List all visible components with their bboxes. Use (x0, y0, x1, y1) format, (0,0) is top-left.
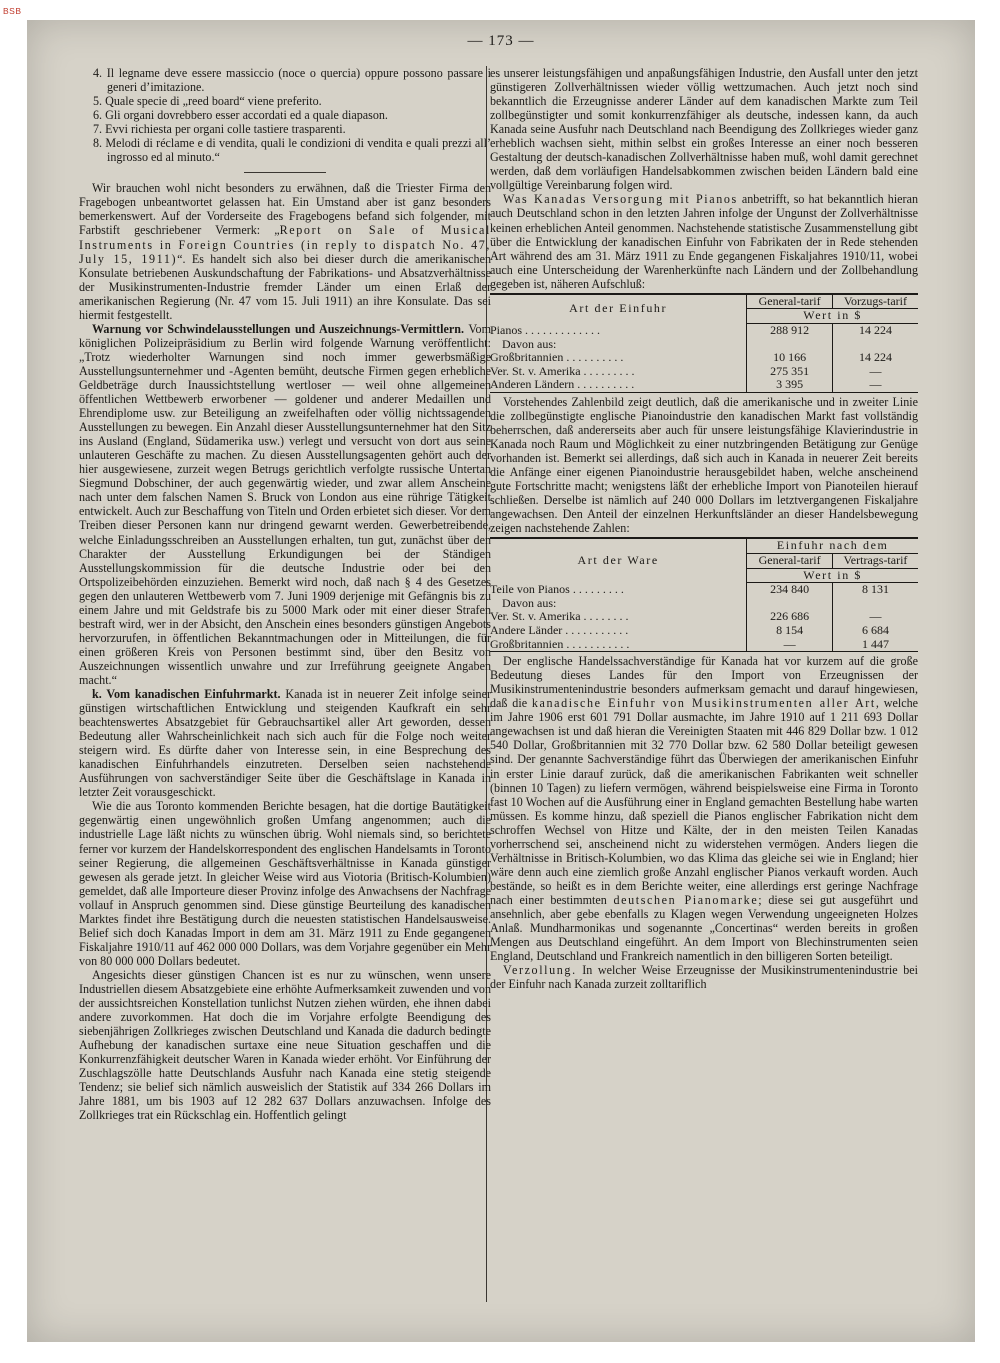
piano-parts-table (490, 537, 918, 652)
table-header: Vertrags-tarif (832, 553, 918, 568)
page-number: — 173 — (467, 33, 535, 49)
table-row: Großbritannien . . . . . . . . . . . — 1 447 (490, 638, 918, 652)
paragraph: Der englische Handelssachverständige für Kanada hat vor kurzem auf die große Bedeutung dieses Landes für den Import von Erzeugnissen der Musikinstrumentenindustrie besonders aufmerksam gemacht und darauf hingewiesen, daß die kanadische Einfuhr von Musikinstrumenten aller Art, welche im Jahre 1906 erst 601 791 Dollar ausmachte, im Jahre 1910 auf 1 211 693 Dollar angewachsen ist und daß hieran die Vereinigten Staaten mit 446 829 Dollar bzw. 1 012 540 Dollar, Großbritannien mit 32 770 Dollar bzw. 62 580 Dollar beteiligt gewesen sind. Der genannte Sachverständige führt das Überwiegen der amerikanischen Einfuhr in erster Linie darauf zurück, daß die amerikanischen Fabrikanten weit schneller (binnen 10 Tagen) zu liefern vermögen, während beispielsweise eine Firma in Toronto fast 10 Wochen auf die Ausführung einer in England gemachten Bestellung habe warten müssen. Es komme hinzu, daß speziell die Pianos englischer Fabrikation nicht dem schroffen Wechsel von Hitze und Kälte, der in den meisten Teilen Kanadas vorherrschend sei, anscheinend nicht zu widerstehen vermögen. Anders liegen die Verhältnisse in Britisch-Kolumbien, wo das Klima das gleiche sei wie in England; hier wäre denn auch eine ziemlich große Anzahl englischer Pianos verkauft worden. Auch bestände, so heißt es in dem Berichte weiter, eine allerdings erst geringe Nachfrage nach einer bestimmten deutschen Pianomarke; diese sei gut ausgeführt und ansehnlich, aber gebe ebenfalls zu Klagen wegen Verwendung ungeeigneten Holzes Anlaß. Mundharmonikas und sogenannte „Concertinas“ werden bereits in großen Mengen aus Deutschland eingeführt. An dem Import von Blechinstrumenten seien England, Deutschland und Frankreich namentlich in den billigeren Sorten beteiligt. (490, 654, 918, 964)
table-row: Davon aus: (490, 597, 918, 611)
table-header-label: Art der Einfuhr (490, 294, 747, 324)
table-row: Andere Länder . . . . . . . . . . . 8 154 6 684 (490, 624, 918, 638)
right-column (490, 66, 918, 991)
table-header: Vorzugs-tarif (832, 294, 918, 309)
table-row: Teile von Pianos . . . . . . . . . 234 840 8 131 (490, 583, 918, 597)
list-item: 4. Il legname deve essere massiccio (noce o quercia) oppure possono passare i generi d’imitazione. (93, 66, 491, 95)
paragraph: Angesichts dieser günstigen Chancen ist es nur zu wünschen, wenn unsere Industriellen diesem Absatzgebiete eine erhöhte Aufmerksamkeit zuwenden und von der aussichtsreichen Konstellation tunlichst Nutzen ziehen würden, ehe ihnen dabei andere zuvorkommen. Hat doch die im Vorjahre erfolgte Beendigung des siebenjährigen Zollkrieges zwischen Deutschland und Kanada die dadurch bedingte Aufhebung der kanadischen surtaxe eine neue Situation geschaffen und die Konkurrenzfähigkeit deutscher Waren in Kanada wieder erhöht. Vor Einführung der Zuschlagszölle hatte Deutschlands Ausfuhr nach Kanada eine stetig steigende Tendenz; sie belief sich nämlich ausweislich der Statistik auf 334 266 Dollars im Jahre 1881, um bis 1903 auf 12 282 637 Dollars anzuwachsen. Infolge des Zollkrieges trat ein Rückschlag ein. Hoffentlich gelingt (79, 967, 491, 1123)
table-row: Davon aus: (490, 338, 918, 352)
library-stamp: BSB (3, 6, 22, 16)
list-item: 8. Melodi di réclame e di vendita, quali le condizioni di vendita e quali prezzi all’ ingrosso ed al minuto.“ (93, 136, 491, 165)
table-unit: Wert in $ (747, 309, 918, 324)
list-item: 5. Quale specie di „reed board“ viene preferito. (93, 94, 322, 109)
paragraph: Wie die aus Toronto kommenden Berichte besagen, hat die dortige Bautätigkeit gegenwärtig einen ungewöhnlich großen Umfang angenommen; auch die industrielle Lage läßt nichts zu wünschen übrig. Wohl niemals sind, so berichtete ferner vor kurzem der Handelskorrespondent des englischen Handelsamts in Toronto seiner Regierung, die allgemeinen Geschäftsverhältnisse in Kanada günstiger gewesen als gerade jetzt. In gleicher Weise wird aus Viotoria (Britisch-Kolumbien) gemeldet, daß alle Importeure dieser Provinz infolge des Anwachsens der Nachfrage vollauf in Anspruch genommen sind. Diese günstige Beurteilung des kanadischen Marktes findet ihre Bestätigung durch die neuesten statistischen Handelsausweise. Belief sich doch Kanadas Import in dem am 31. März 1911 zu Ende gegangenen Fiskaljahre 1910/11 auf 462 000 000 Dollars, was dem Vorjahre gegenüber ein Mehr von 80 000 000 Dollars bedeutet. (79, 799, 491, 968)
numbered-list (79, 66, 491, 164)
table-row: Pianos . . . . . . . . . . . . . 288 912 14 224 (490, 323, 918, 337)
list-item: 6. Gli organi dovrebbero esser accordati ed a quale diapason. (93, 108, 388, 123)
table-row: Anderen Ländern . . . . . . . . . . 3 395 — (490, 378, 918, 392)
list-item: 7. Evvi richiesta per organi colle tastiere trasparenti. (93, 122, 346, 137)
spaced-quote: Report on Sale of Musical Instruments in Foreign Countries (in reply to dispatch No. 47, July 15, 1911) (79, 223, 491, 266)
table-group-header: Einfuhr nach dem (747, 538, 918, 553)
table-header: General-tarif (747, 294, 833, 309)
piano-import-table (490, 293, 918, 393)
paragraph: k. Vom kanadischen Einfuhrmarkt. Kanada ist in neuerer Zeit infolge seiner günstigen wirtschaftlichen Entwicklung und steigenden Kaufkraft ein sehr beachtenswertes Absatzgebiet für Gebrauchsartikel aller Art geworden, dessen Bedeutung aller Wahrscheinlichkeit nach sich auch für die Folge noch weiter steigern wird. Es dürfte daher von Interesse sein, in eine Besprechung des kanadischen Einfuhrhandels einzutreten. Derselben seien nachstehende Ausführungen von sachverständiger Seite über die Geschäftslage in Kanada in letzter Zeit vorausgeschickt. (79, 687, 491, 800)
paragraph: Was Kanadas Versorgung mit Pianos anbetrifft, so hat bekanntlich hieran auch Deutschland schon in den letzten Jahren infolge der Ungunst der Zollverhältnisse keinen erheblichen Anteil genommen. Nachstehende statistische Zusammenstellung gibt über die Entwicklung der kanadischen Einfuhr von Fabrikaten der in Rede stehenden Art während des am 31. März 1911 zu Ende gegangenen Fiskaljahres 1910/11, wobei auch eine Unterscheidung der Warenherkünfte nach Ländern und der Zollbehandlung gegeben ist, näheren Aufschluß: (490, 192, 918, 291)
table-header-label: Art der Ware (490, 538, 747, 582)
spaced-phrase: deutschen Pianomarke (613, 892, 759, 907)
paragraph: Warnung vor Schwindelausstellungen und Auszeichnungs-Vermittlern. Vom königlichen Polizeipräsidium zu Berlin wird folgende Warnung veröffentlicht: „Trotz wiederholter Warnungen sind noch immer gewerbsmäßige Ausstellungsunternehmer und -Agenten bemüht, deutsche Firmen gegen erhebliche Geldbeträge durch Inaussichtstellung wertloser — weil ohne allgemeinen öffentlichen Wettbewerb erworbener — goldener und anderer Medaillen und Ehrendiplome usw. zur Beteiligung an zweifelhaften oder völlig nichtssagenden Ausstellungen zu bewegen. Ein Anzahl dieser Ausstellungsunternehmer hat den Sitz ins Ausland (England, Südamerika usw.) verlegt und versucht von dort aus seine unlauteren Geschäfte zu machen. Zu diesen Ausstellungsagenten gehört auch der hier ausgewiesene, zurzeit wegen Betrugs gerichtlich verfolgte russische Untertan Siegmund Dobschiner, der auch gegenwärtig wieder, und zwar allem Anscheine nach unter dem falschen Namen S. Bruck von London aus eine rührige Tätigkeit entwickelt. Auch zur Beschaffung von Titeln und Orden erbietet sich dieser. Vor dem Treiben dieser Personen kann nur dringend gewarnt werden. Gewerbetreibende, welche Einladungsschreiben an Ausstellungen erhalten, tun gut, zunächst über den Charakter der Ausstellung Erkundigungen bei der Ständigen Ausstellungskommission für die deutsche Industrie oder bei den Ortspolizeibehörden einzuziehen. Bemerkt wird noch, daß nach § 4 des Gesetzes gegen den unlauteren Wettbewerb vom 7. Juni 1909 derjenige mit Gefängnis bis zu einem Jahre und mit Geldstrafe bis zu 5000 Mark oder mit einer dieser Strafen bestraft wird, wer in der Absicht, den Anschein eines besonders günstigen Angebots hervorzurufen, in öffentlichen Bekanntmachungen oder in Mitteilungen, die für einen größeren Kreis von Personen bestimmt sind, über den Besitz von Auszeichnungen wissentlich unwahre und zur Irreführung geeignete Angaben macht.“ (79, 321, 491, 687)
spaced-heading: Was Kanadas Versorgung mit Pianos (503, 192, 738, 207)
table-row: Großbritannien . . . . . . . . . . 10 166 14 224 (490, 351, 918, 365)
paragraph: Vorstehendes Zahlenbild zeigt deutlich, daß die amerikanische und in zweiter Linie die zollbegünstigte englische Pianoindustrie den kanadischen Markt fast vollständig beherrschen, daß andererseits aber auch für unsere leistungsfähige Klavierindustrie in Kanada noch Raum und Möglichkeit zu einer nutzbringenden Betätigung zur Genüge vorhanden ist. Bemerkt sei allerdings, daß sich auch in Kanada in neuerer Zeit bereits die Anfänge einer eigenen Pianoindustrie herausgebildet haben, welche anscheinend gute Fortschritte macht; wenigstens läßt der erhebliche Import von Pianoteilen hierauf schließen. Derselbe ist nämlich auf 240 000 Dollars im letztvergangenen Fiskaljahre angewachsen. Den Anteil der einzelnen Herkunftsländer an dieser Handelsbewegung zeigen nachstehende Zahlen: (490, 394, 918, 536)
spaced-phrase: kanadische Einfuhr von Musikinstrumenten aller Art (531, 696, 876, 711)
section-heading: k. Vom kanadischen Einfuhrmarkt. (92, 687, 281, 702)
left-column (79, 66, 491, 1122)
paragraph: Verzollung. In welcher Weise Erzeugnisse der Musikinstrumentenindustrie bei der Einfuhr nach Kanada zurzeit zolltariflich (490, 963, 918, 992)
table-unit: Wert in $ (747, 568, 918, 583)
table-row: Ver. St. v. Amerika . . . . . . . . . 275 351 — (490, 365, 918, 379)
section-heading: Warnung vor Schwindelausstellungen und Auszeichnungs-Vermittlern. (92, 321, 465, 336)
section-rule (244, 172, 326, 173)
table-row: Ver. St. v. Amerika . . . . . . . . 226 686 — (490, 610, 918, 624)
spaced-heading: Verzollung. (503, 963, 577, 978)
table-header: General-tarif (747, 553, 833, 568)
paragraph: Wir brauchen wohl nicht besonders zu erwähnen, daß die Triester Firma den Fragebogen unbeantwortet gelassen hat. Ein Umstand aber ist ganz besonders bemerkenswert. Auf der Vorderseite des Fragebogens befand sich folgender, mit Farbstift geschriebener Vermerk: „Report on Sale of Musical Instruments in Foreign Countries (in reply to dispatch No. 47, July 15, 1911)“. Es handelt sich also bei dieser durch die amerikanischen Konsulate betriebenen Auskundschaftung der Fabrikations- und Absatzverhältnisse der Musikinstrumenten-Industrie fremder Länder um einen Erlaß der amerikanischen Regierung (Nr. 47 vom 15. Juli 1911) an ihre Konsulate. Das sei hiermit festgestellt. (79, 181, 491, 322)
paragraph: es unserer leistungsfähigen und anpaßungsfähigen Industrie, den Ausfall unter den jetzt günstigeren Zollverhältnissen wieder völlig wettzumachen. Auch jetzt noch sind bekanntlich die Erzeugnisse anderer Länder auf dem kanadischen Markte zum Teil zollbegünstigter und somit konkurrenzfähiger als deutsche, indessen kann, da auch Kanada seine Ausfuhr nach Deutschland nach Beendigung des Zollkrieges wieder ganz erheblich wachsen sieht, mithin selbst ein großes Interesse an einer noch besseren Gestaltung der deutsch-kanadischen Zollverhältnisse haben muß, wohl damit gerechnet werden, daß dem vorläufigen Handelsabkommen zwischen beiden Ländern bald eine vollgültige Vereinbarung folgen wird. (490, 66, 918, 193)
scanned-page (27, 20, 975, 1342)
